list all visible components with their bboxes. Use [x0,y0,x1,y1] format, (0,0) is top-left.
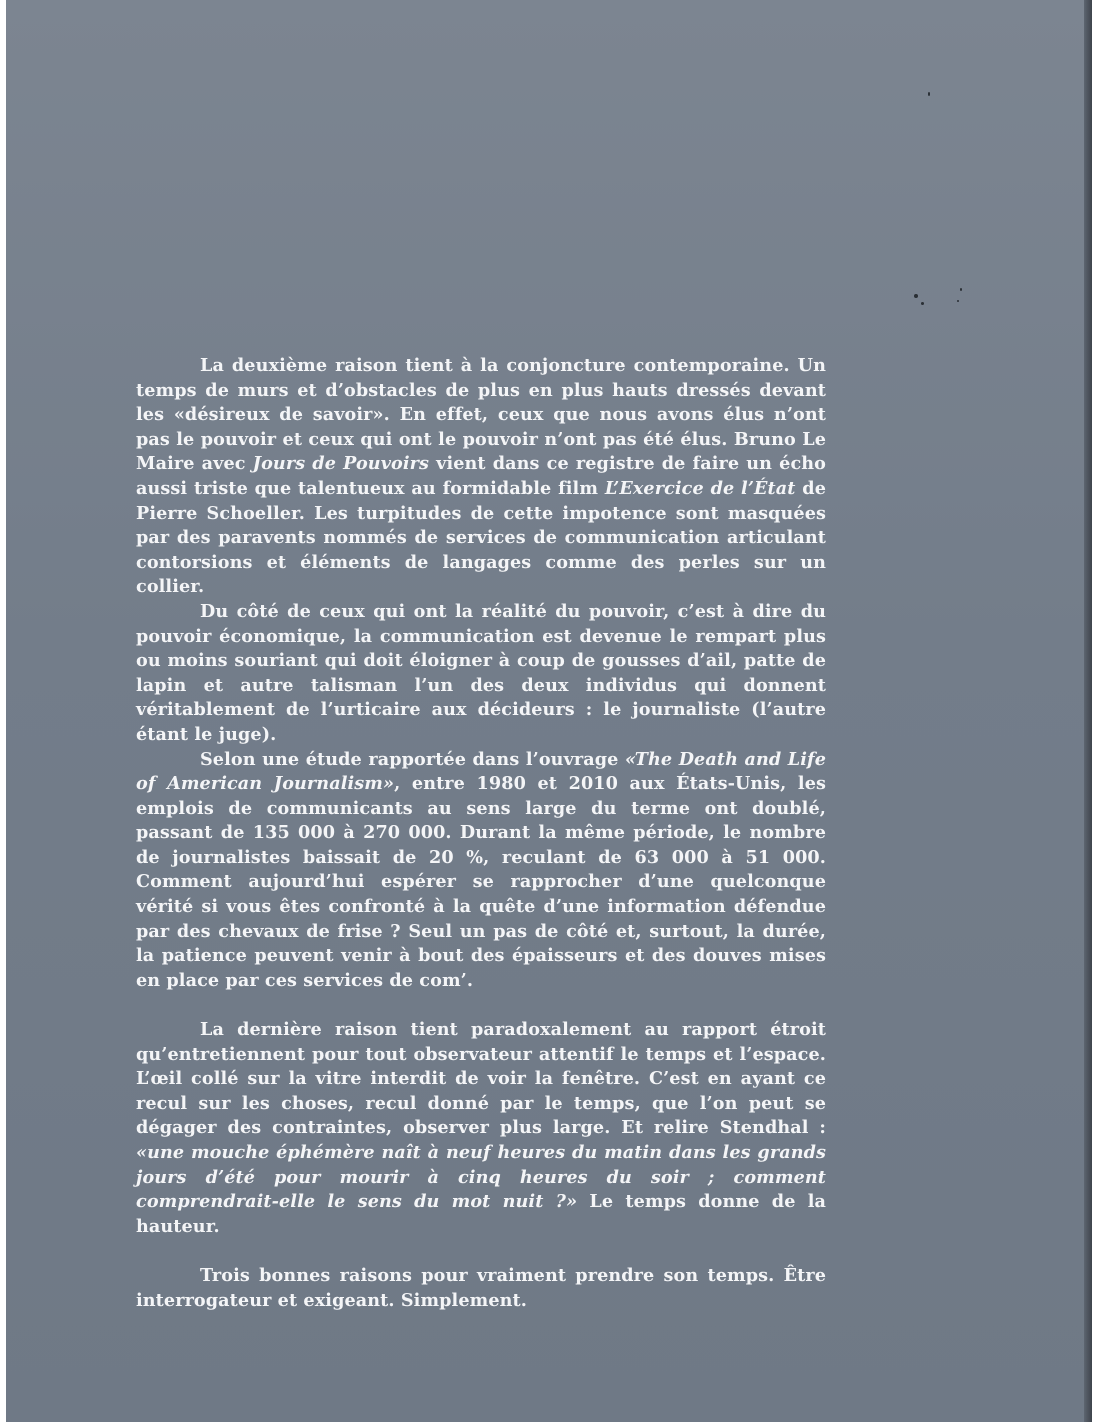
text-run: La dernière raison tient paradoxalement au rapport étroit qu’entretiennent pour tout observateur attentif le temps et l’espace. L’œil collé sur la vitre interdit de voir la fenêtre. C’est en ayant ce recul sur les choses, recul donné par le temps, que l’on peut se dégager des contraintes, observer plus large. Et relire Stendhal : [136,1019,826,1139]
italic-run: «The Death and Life of American Journalism» [136,748,826,795]
text-run: , entre 1980 et 2010 aux États-Unis, les emplois de communicants au sens large du terme ont doublé, passant de 135 000 à 270 000. Durant la même période, le nombre de journalistes baissait de 20 %, reculant de 63 000 à 51 000. Comment aujourd’hui espérer se rapprocher d’une quelconque vérité si vous êtes confronté à la quête d’une information défendue par des chevaux de frise ? Seul un pas de côté et, surtout, la durée, la patience peuvent venir à bout des épaisseurs et des douves mises en place par ces services de com’. [136,773,826,991]
ink-speck [928,92,930,96]
text-run: La deuxième raison tient à la conjoncture contemporaine. Un temps de murs et d’obstacles de plus en plus hauts dressés devant les «désireux de savoir». En effet, ceux que nous avons élus n’ont pas le pouvoir et ceux qui ont le pouvoir n’ont pas été élus. Bruno Le Maire avec [136,355,826,475]
page-edge-shadow [1084,0,1092,1422]
text-run: Trois bonnes raisons pour vraiment prendre son temps. Être interrogateur et exigeant. Simplement. [136,1264,826,1311]
text-run: de Pierre Schoeller. Les turpitudes de cette impotence sont masquées par des paravents nommés de services de communication articulant contorsions et éléments de langages comme des perles sur un collier. [136,477,826,598]
ink-speck [957,300,959,302]
ink-speck [960,288,962,291]
paragraph [136,1264,826,1313]
paragraph [136,354,826,600]
paragraph [136,600,826,748]
italic-run: L’Exercice de l’État [604,477,796,499]
ink-speck [914,294,918,298]
ink-speck [921,302,924,305]
paragraph [136,1018,826,1239]
body-text [136,354,826,1313]
text-run: Du côté de ceux qui ont la réalité du pouvoir, c’est à dire du pouvoir économique, la communication est devenue le rempart plus ou moins souriant qui doit éloigner à coup de gousses d’ail, patte de lapin et autre talisman l’un des deux individus qui donnent véritablement de l’urticaire aux décideurs : le journaliste (l’autre étant le juge). [136,600,826,745]
italic-run: «une mouche éphémère naît à neuf heures du matin dans les grands jours d’été pour mourir à cinq heures du soir ; comment comprendrait-elle le sens du mot nuit ?» [136,1142,826,1213]
text-run: Selon une étude rapportée dans l’ouvrage [200,748,625,770]
text-run: Le temps donne de la hauteur. [136,1191,827,1237]
paragraph [136,748,826,994]
italic-run: Jours de Pouvoirs [252,453,430,475]
text-run: vient dans ce registre de faire un écho aussi triste que talentueux au formidable film [136,453,826,499]
